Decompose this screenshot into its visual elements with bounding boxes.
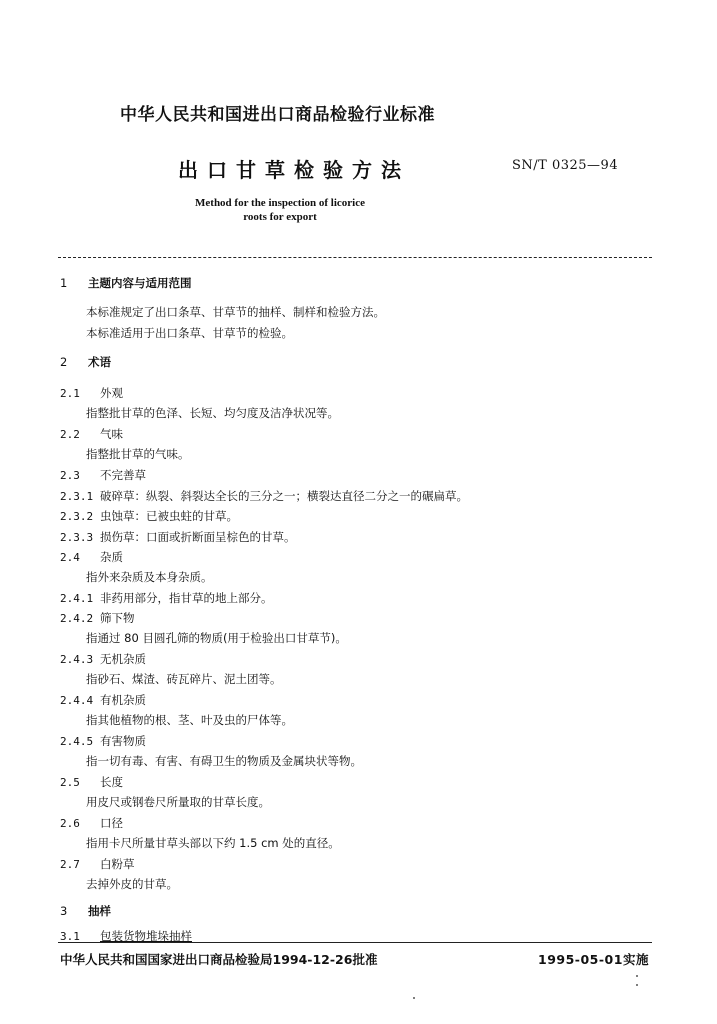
body-paragraph: 指一切有毒、有害、有碍卫生的物质及金属块状等物。 bbox=[86, 754, 362, 768]
clause-number: 2.4.1 bbox=[60, 592, 94, 605]
clause-title: 无机杂质 bbox=[100, 652, 146, 666]
english-title-line-1: Method for the inspection of licorice bbox=[195, 197, 365, 209]
body-paragraph: 指其他植物的根、茎、叶及虫的尸体等。 bbox=[86, 713, 293, 727]
clause-number: 2.4.5 bbox=[60, 735, 94, 748]
body-paragraph: 指用卡尺所量甘草头部以下约 1.5 cm 处的直径。 bbox=[86, 836, 340, 850]
clause-text: 破碎草：纵裂、斜裂达全长的三分之一；横裂达直径二分之一的碾扁草。 bbox=[100, 489, 468, 503]
body-paragraph: 指整批甘草的气味。 bbox=[86, 447, 190, 461]
body-paragraph: 本标准适用于出口条草、甘草节的检验。 bbox=[86, 326, 293, 340]
clause-number: 2.5 bbox=[60, 776, 80, 789]
document-title: 出口甘草检验方法 bbox=[178, 158, 410, 182]
clause-2-4 bbox=[60, 549, 123, 565]
section-number: 2 bbox=[60, 355, 68, 369]
clause-2-7 bbox=[60, 856, 135, 872]
footer-effective-date: 1995-05-01实施 bbox=[538, 952, 649, 967]
clause-title: 有害物质 bbox=[100, 734, 146, 748]
clause-title: 白粉草 bbox=[100, 857, 135, 871]
clause-2-3-1 bbox=[60, 488, 468, 504]
clause-text: 非药用部分，指甘草的地上部分。 bbox=[100, 591, 273, 605]
clause-number: 2.4.2 bbox=[60, 612, 94, 625]
clause-2-4-4 bbox=[60, 692, 146, 708]
footer-divider bbox=[58, 942, 652, 943]
clause-title: 包装货物堆垛抽样 bbox=[100, 929, 192, 943]
section-heading-1 bbox=[60, 275, 192, 291]
clause-2-6 bbox=[60, 815, 123, 831]
clause-2-3-3 bbox=[60, 529, 296, 545]
clause-title: 不完善草 bbox=[100, 468, 146, 482]
clause-number: 2.4.4 bbox=[60, 694, 94, 707]
english-title-line-2: roots for export bbox=[243, 211, 317, 223]
section-number: 1 bbox=[60, 276, 68, 290]
clause-title: 有机杂质 bbox=[100, 693, 146, 707]
clause-title: 筛下物 bbox=[100, 611, 135, 625]
body-paragraph: 指通过 80 目圆孔筛的物质(用于检验出口甘草节)。 bbox=[86, 631, 347, 645]
clause-2-5 bbox=[60, 774, 123, 790]
clause-2-4-3 bbox=[60, 651, 146, 667]
scan-speck bbox=[636, 984, 638, 986]
clause-number: 2.3.1 bbox=[60, 490, 94, 503]
body-paragraph: 指外来杂质及本身杂质。 bbox=[86, 570, 213, 584]
body-paragraph: 指整批甘草的色泽、长短、均匀度及洁净状况等。 bbox=[86, 406, 339, 420]
clause-2-1 bbox=[60, 385, 123, 401]
scan-speck bbox=[413, 997, 415, 999]
clause-number: 2.1 bbox=[60, 387, 80, 400]
clause-2-2 bbox=[60, 426, 123, 442]
clause-number: 2.4 bbox=[60, 551, 80, 564]
clause-number: 2.3.3 bbox=[60, 531, 94, 544]
section-title: 术语 bbox=[88, 355, 111, 369]
clause-2-4-2 bbox=[60, 610, 135, 626]
section-heading-3 bbox=[60, 903, 111, 919]
scan-speck bbox=[636, 975, 638, 977]
body-paragraph: 去掉外皮的甘草。 bbox=[86, 877, 178, 891]
clause-number: 2.4.3 bbox=[60, 653, 94, 666]
clause-2-3 bbox=[60, 467, 146, 483]
clause-text: 虫蚀草：已被虫蛀的甘草。 bbox=[100, 509, 238, 523]
header-divider bbox=[58, 257, 652, 258]
footer-issuer: 中华人民共和国国家进出口商品检验局1994-12-26批准 bbox=[60, 952, 378, 967]
body-paragraph: 本标准规定了出口条草、甘草节的抽样、制样和检验方法。 bbox=[86, 305, 385, 319]
section-title: 抽样 bbox=[88, 904, 111, 918]
section-number: 3 bbox=[60, 904, 68, 918]
clause-number: 3.1 bbox=[60, 930, 80, 943]
clause-title: 杂质 bbox=[100, 550, 123, 564]
clause-2-4-1 bbox=[60, 590, 273, 606]
clause-title: 口径 bbox=[100, 816, 123, 830]
clause-number: 2.7 bbox=[60, 858, 80, 871]
clause-2-3-2 bbox=[60, 508, 238, 524]
body-paragraph: 用皮尺或钢卷尺所量取的甘草长度。 bbox=[86, 795, 270, 809]
standard-code: SN/T 0325—94 bbox=[512, 158, 619, 173]
clause-number: 2.3.2 bbox=[60, 510, 94, 523]
section-title: 主题内容与适用范围 bbox=[88, 276, 192, 290]
section-heading-2 bbox=[60, 354, 111, 370]
clause-title: 长度 bbox=[100, 775, 123, 789]
clause-number: 2.3 bbox=[60, 469, 80, 482]
clause-title: 外观 bbox=[100, 386, 123, 400]
clause-text: 损伤草：口面或折断面呈棕色的甘草。 bbox=[100, 530, 296, 544]
clause-2-4-5 bbox=[60, 733, 146, 749]
clause-number: 2.2 bbox=[60, 428, 80, 441]
clause-title: 气味 bbox=[100, 427, 123, 441]
issuing-organization: 中华人民共和国进出口商品检验行业标准 bbox=[120, 105, 435, 125]
body-paragraph: 指砂石、煤渣、砖瓦碎片、泥土团等。 bbox=[86, 672, 282, 686]
clause-number: 2.6 bbox=[60, 817, 80, 830]
